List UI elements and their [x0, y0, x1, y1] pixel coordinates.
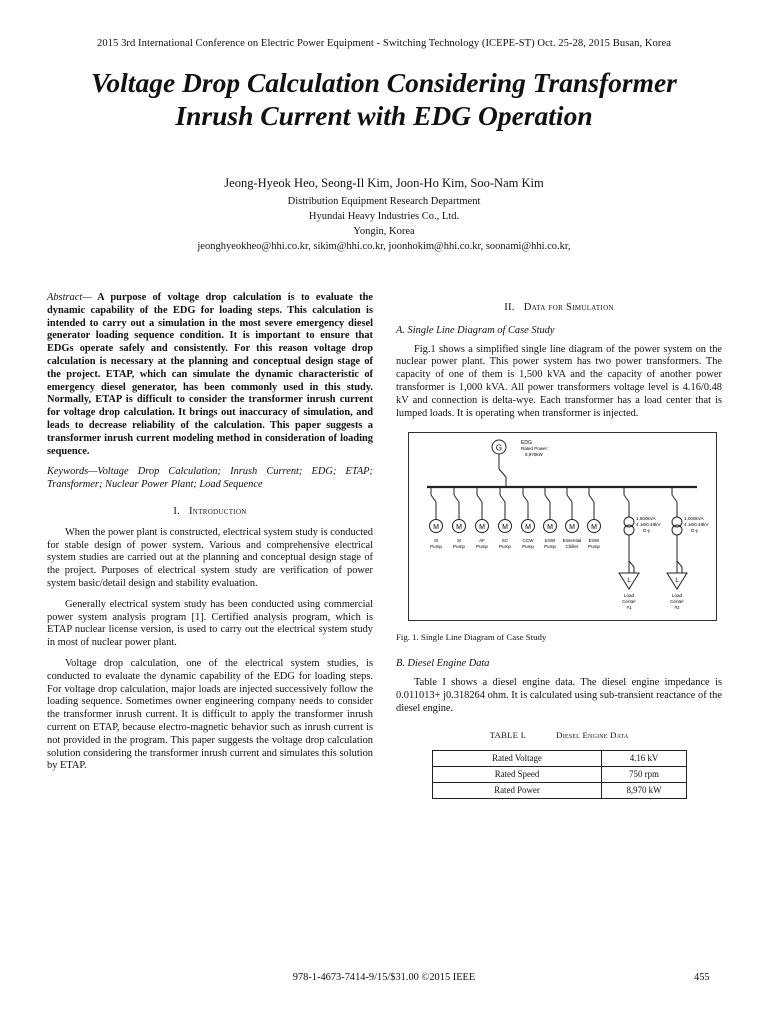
motor-label: M [502, 524, 508, 532]
table-cell-value: 4.16 kV [602, 751, 687, 767]
motor-label: M [525, 524, 531, 532]
table-title [396, 729, 722, 742]
feeder-breaker [523, 495, 528, 502]
edg-rating-value: 8,970kW [525, 452, 543, 458]
feeder-breaker [545, 495, 550, 502]
transformer-voltage: 4.16/0.48kV [636, 522, 661, 528]
diesel-engine-table [432, 750, 687, 799]
load-center-label: Load [671, 593, 683, 599]
keywords-lead: Keywords— [47, 466, 98, 478]
motor-type: Pump [521, 544, 535, 550]
company: Hyundai Heavy Industries Co., Ltd. [308, 211, 460, 222]
figure-caption: Fig. 1. Single Line Diagram of Case Study [396, 632, 547, 643]
feeder-breaker [477, 495, 482, 502]
page-number: 455 [694, 972, 710, 983]
title-line-1: Voltage Drop Calculation Considering Transformer [91, 67, 677, 98]
feeder-breaker [431, 495, 436, 502]
load-center-label: Center [670, 599, 684, 605]
motor-name: ESW [588, 538, 600, 544]
abstract-body: A purpose of voltage drop calculation is to evaluate the dynamic capability of the EDG for loading steps. This calculation is intended to carry out a simulation in the most severe emergency diesel generator loading sequence condition. It is important to ensure that EDGs operate safely and consistently. For this reason voltage drop calculation is necessary at the planning and conceptual design stage of the project. ETAP, which can simulate the dynamic characteristic of emergency diesel generator, has been commonly used in this study. Normally, ETAP is difficult to consider the transformer inrush current for voltage drop calculation. It brings out inaccuracy of simulation, and leads to decrease reliability of the calculation. This paper suggests a transformer inrush current modeling method in consideration of loading sequence. [47, 292, 373, 457]
table-row [433, 783, 687, 799]
affiliation [0, 194, 768, 254]
motor-name: CCW [522, 538, 534, 544]
load-center-number: #1 [626, 605, 632, 611]
section-title: Data for Simulation [523, 302, 614, 313]
motor-name: AF [479, 538, 485, 544]
load-label: L [627, 578, 631, 585]
motor-name: SI [433, 538, 439, 544]
motor-name: ESW [544, 538, 556, 544]
feeder-breaker [500, 495, 505, 502]
motor-type: Pump [429, 544, 443, 550]
paper-title [20, 66, 748, 132]
table-label: TABLE I. [489, 730, 527, 741]
motor-name: SI [456, 538, 462, 544]
motor-label: M [547, 524, 553, 532]
table-name: Diesel Engine Data [556, 730, 629, 741]
motor-type: Chiller [565, 544, 579, 550]
subsection-heading-b: B. Diesel Engine Data [396, 658, 490, 670]
motor-name: Essential [562, 538, 582, 544]
email-others: , sikim@hhi.co.kr, joonhokim@hhi.co.kr, soonami@hhi.co.kr, [308, 241, 571, 252]
load-breaker [629, 561, 634, 567]
email-link-primary[interactable]: jeonghyeokheo@hhi.co.kr [197, 241, 309, 252]
motor-label: M [479, 524, 485, 532]
section2-paragraph-a: Fig.1 shows a simplified single line diagram of the power system on the nuclear power plant. This power system has two power transformers. The capacity of one of them is 1,500 kVA and the capacity of another power transformer is 1,000 kVA. All power transformers voltage level is 4.16/0.48 kV and connection is delta-wye. Each transformer has a load center that is lumped loads. It is operating when transformer is injected. [396, 343, 722, 419]
abstract-lead: Abstract— [47, 292, 92, 303]
table-cell-name: Rated Power [433, 783, 602, 799]
transformer-capacity: 1,500kVA [636, 516, 656, 522]
motor-type: Pump [475, 544, 489, 550]
load-center-number: #2 [674, 605, 680, 611]
single-line-diagram [408, 432, 717, 621]
table-cell-name: Rated Speed [433, 767, 602, 783]
subsection-heading-a: A. Single Line Diagram of Case Study [396, 324, 555, 336]
table-cell-value: 8,970 kW [602, 783, 687, 799]
table-row [433, 767, 687, 783]
motor-label: M [433, 524, 439, 532]
load-center-label: Load [623, 593, 635, 599]
motor-type: Pump [452, 544, 466, 550]
abstract [47, 292, 373, 458]
feeder-breaker [454, 495, 459, 502]
motor-label: M [456, 524, 462, 532]
generator-breaker [499, 469, 506, 477]
load-label: L [675, 578, 679, 585]
author-list: Jeong-Hyeok Heo, Seong-Il Kim, Joon-Ho Kim, Soo-Nam Kim [224, 176, 544, 190]
motor-label: M [569, 524, 575, 532]
feeder-breaker [567, 495, 572, 502]
load-center-label: Center [622, 599, 636, 605]
motor-label: M [591, 524, 597, 532]
transformer-capacity: 1,000kVA [684, 516, 704, 522]
section2-paragraph-b: Table I shows a diesel engine data. The diesel engine impedance is 0.011013+ j0.318264 ohm. It is calculated using sub-transient reactance of the diesel engine. [396, 676, 722, 714]
location: Yongin, Korea [353, 226, 415, 237]
section-number: I. [173, 505, 181, 517]
section-number: II. [504, 302, 515, 313]
intro-paragraph-2: Generally electrical system study has been conducted using commercial power system analysis program [1]. Certified analysis program, which is ETAP nuclear license version, is used to carry out the electrical system study in most of nuclear power plant. [47, 598, 373, 649]
load-breaker [677, 561, 682, 567]
edg-rating-label: Rated Power : [521, 446, 550, 452]
feeder-breaker [672, 495, 677, 502]
transformer-voltage: 4.16/0.48kV [684, 522, 709, 528]
section-heading-data [396, 302, 722, 315]
edg-label: EDG [521, 440, 532, 447]
title-line-2: Inrush Current with EDG Operation [175, 100, 593, 131]
transformer-connection: D-y [643, 528, 651, 534]
department: Distribution Equipment Research Department [287, 196, 481, 207]
table-cell-name: Rated Voltage [433, 751, 602, 767]
keywords-body: Voltage Drop Calculation; Inrush Current; EDG; ETAP; Transformer; Nuclear Power Plant; Load Sequence [47, 466, 373, 491]
transformer-connection: D-y [691, 528, 699, 534]
email-line [0, 239, 768, 254]
table-cell-value: 750 rpm [602, 767, 687, 783]
feeder-breaker [589, 495, 594, 502]
conference-header: 2015 3rd International Conference on Electric Power Equipment - Switching Technology (ICEPE-ST) Oct. 25-28, 2015 Busan, Korea [96, 38, 671, 49]
section-title: Introduction [188, 505, 247, 517]
motor-type: Pump [543, 544, 557, 550]
table-row [433, 751, 687, 767]
right-column [396, 292, 722, 799]
single-line-diagram-svg [409, 433, 716, 620]
motor-name: SC [501, 538, 509, 544]
feeder-breaker [624, 495, 629, 502]
motor-type: Pump [587, 544, 601, 550]
footer-copyright: 978-1-4673-7414-9/15/$31.00 ©2015 IEEE [292, 972, 476, 983]
intro-paragraph-3: Voltage drop calculation, one of the electrical system studies, is conducted to evaluate the dynamic capability of the EDG for loading steps. For voltage drop calculation, major loads are injected successively follow the loading sequence. Sometimes owner engineering company needs to consider the transformer inrush current. It is difficult to apply the transformer inrush current on ETAP, because electro-magnetic behavior such as inrush current is not provided in the program. This paper suggests the voltage drop calculation solution considering the transformer inrush current and simulates this solution by ETAP. [47, 657, 373, 772]
left-column [47, 292, 373, 773]
intro-paragraph-1: When the power plant is constructed, electrical system study is conducted for stable design of power system. Various and comprehensive electrical system studies are carried out at the planning and conceptual design stage of the project. Purposes of electrical system study are verification of power system basic/detail design and stability evaluation. [47, 526, 373, 589]
keywords [47, 466, 373, 492]
section-heading-introduction [47, 506, 373, 519]
generator-label: G [495, 443, 503, 453]
motor-type: Pump [498, 544, 512, 550]
